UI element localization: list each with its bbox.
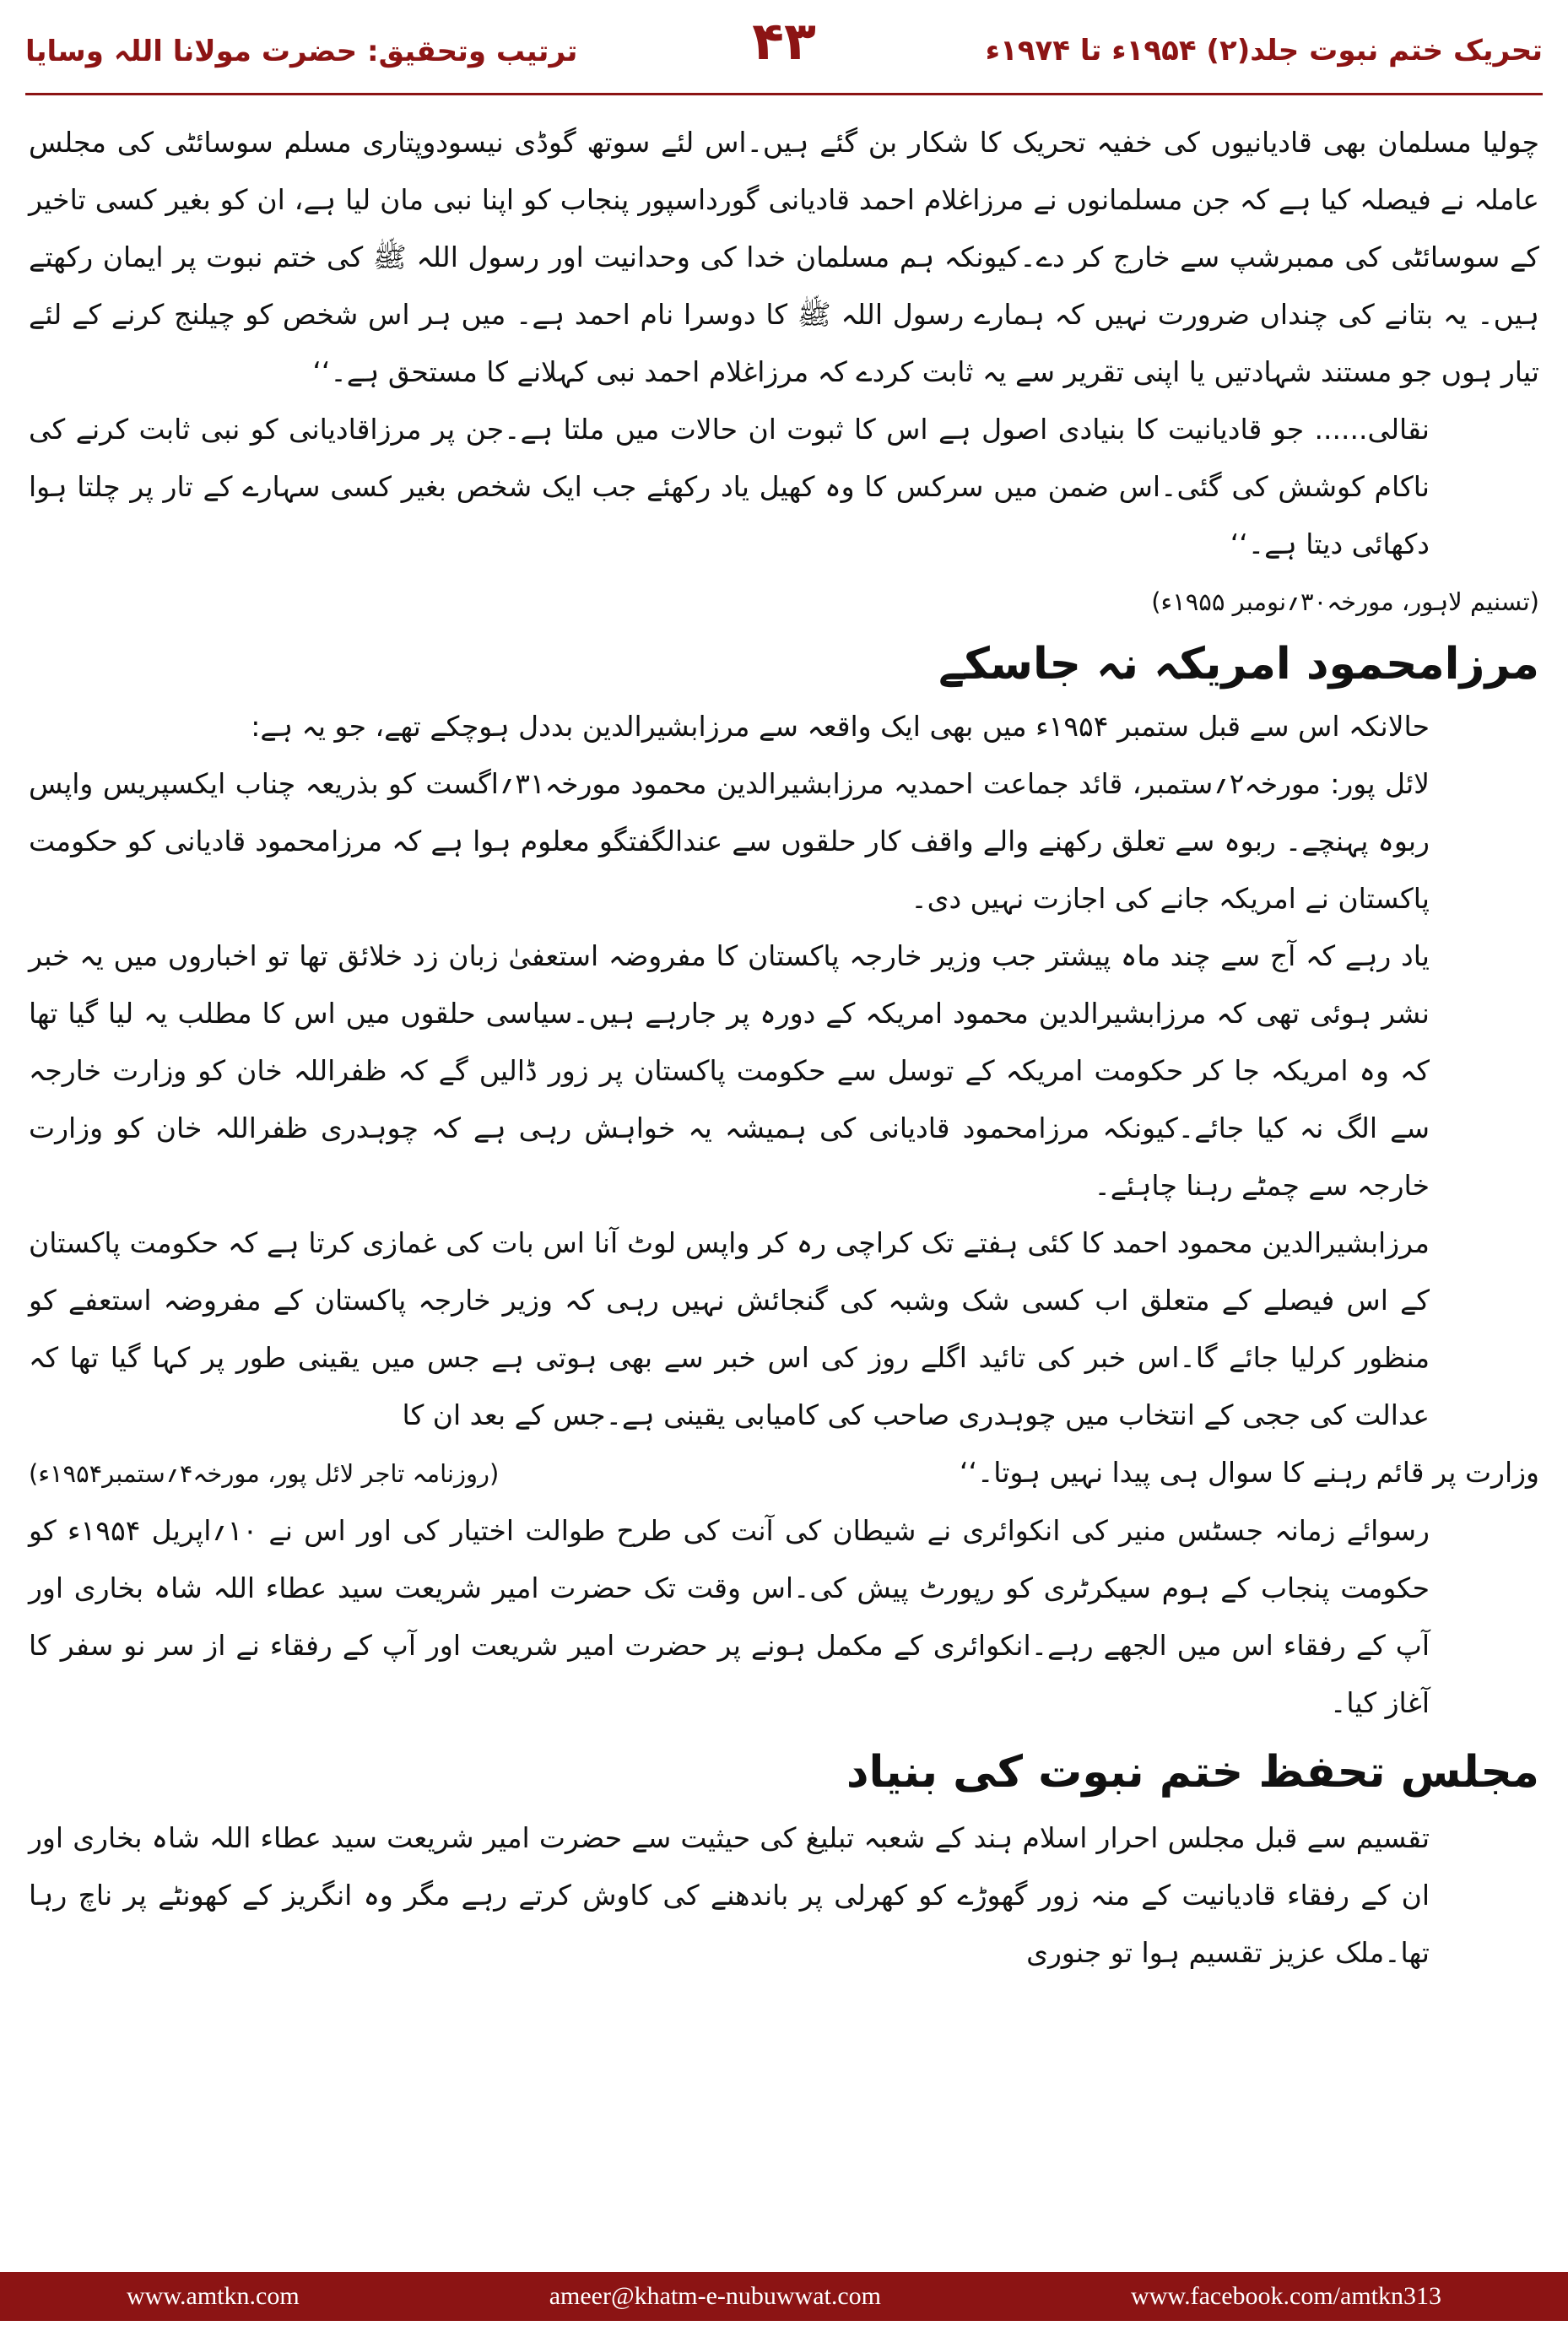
paragraph-munir-inquiry: رسوائے زمانہ جسٹس منیر کی انکوائری نے شیطان کی آنت کی طرح طوالت اختیار کی اور اس نے ۱۰؍اپریل ۱۹۵۴ء کو حکومت پنجاب کے ہوم سیکرٹری کو رپورٹ پیش کی۔اس وقت تک حضرت امیر شریعت سید عطاء اللہ شاہ بخاری اور آپ کے رفقاء اس میں الجھے رہے۔انکوائری کے مکمل ہونے پر حضرت امیر شریعت اور آپ کے رفقاء نے از سر نو سفر کا آغاز کیا۔ — [29, 1514, 1430, 1719]
paragraph-karachi-return: مرزابشیرالدین محمود احمد کا کئی ہفتے تک کراچی رہ کر واپس لوٹ آنا اس بات کی غمازی کرتا ہے کہ حکومت پاکستان کے اس فیصلے کے متعلق اب کسی شک وشبہ کی گنجائش نہیں رہی کہ وزیر خارجہ پاکستان کے مفروضہ استعفے کو منظور کرلیا جائے گا۔اس خبر کی تائید اگلے روز کی اس خبر سے بھی ہوتی ہے جس میں یقینی طور پر کہا گیا تھا کہ عدالت کی ججی کے انتخاب میں چوہدری صاحب کی کامیابی یقینی ہے۔جس کے بعد ان کا — [29, 1226, 1430, 1431]
page-body — [29, 114, 1539, 1982]
website-link[interactable]: www.amtkn.com — [127, 2282, 300, 2310]
citation-tajir: (روزنامہ تاجر لائل پور، مورخہ۴؍ستمبر۱۹۵۴ء) — [29, 1459, 500, 1488]
section-heading-mirza-mahmood: مرزامحمود امریکہ نہ جاسکے — [938, 639, 1539, 690]
paragraph-partition: تقسیم سے قبل مجلس احرار اسلام ہند کے شعبہ تبلیغ کی حیثیت سے حضرت امیر شریعت سید عطاء اللہ شاہ بخاری اور ان کے رفقاء قادیانیت کے منہ زور گھوڑے کو کھرلی پر باندھنے کی کاوش کرتے رہے مگر وہ انگریز کے کھونٹے پر ناچ رہا تھا۔ملک عزیز تقسیم ہوا تو جنوری — [29, 1821, 1430, 1969]
paragraph-quote-society: چولیا مسلمان بھی قادیانیوں کی خفیہ تحریک کا شکار بن گئے ہیں۔اس لئے سوتھ گوڈی نیسودوپتاری مسلم سوسائٹی کی مجلس عاملہ نے فیصلہ کیا ہے کہ جن مسلمانوں نے مرزاغلام احمد قادیانی گورداسپور پنجاب کو اپنا نبی مان لیا ہے، ان کو بغیر کسی تاخیر کے سوسائٹی کی ممبرشپ سے خارج کر دے۔کیونکہ ہم مسلمان خدا کی وحدانیت اور رسول اللہ ﷺ کی ختم نبوت پر ایمان رکھتے ہیں۔ یہ بتانے کی چنداں ضرورت نہیں کہ ہمارے رسول اللہ ﷺ کا دوسرا نام احمد ہے۔ میں ہر اس شخص کو چیلنج کرنے کے لئے تیار ہوں جو مستند شہادتیں یا اپنی تقریر سے یہ ثابت کردے کہ مرزاغلام احمد نبی کہلانے کا مستحق ہے۔‘‘ — [29, 126, 1539, 388]
citation-tasneem: (تسنیم لاہور، مورخہ۳۰؍نومبر ۱۹۵۵ء) — [1151, 587, 1539, 616]
compiler-credit: ترتیب وتحقیق: حضرت مولانا اللہ وسایا — [25, 35, 578, 68]
section-heading-foundation: مجلس تحفظ ختم نبوت کی بنیاد — [846, 1747, 1539, 1798]
paragraph-lyallpur-news: لائل پور: مورخہ۲؍ستمبر، قائد جماعت احمدیہ مرزابشیرالدین محمود مورخہ۳۱؍اگست کو بذریعہ چناب ایکسپریس واپس ربوہ پہنچے۔ ربوہ سے تعلق رکھنے والے واقف کار حلقوں سے عندالگفتگو معلوم ہوا ہے کہ مرزامحمود قادیانی کو حکومت پاکستان نے امریکہ جانے کی اجازت نہیں دی۔ — [29, 767, 1430, 915]
page-number: ۴۳ — [752, 10, 816, 72]
paragraph-imitation: نقالی...... جو قادیانیت کا بنیادی اصول ہے اس کا ثبوت ان حالات میں ملتا ہے۔جن پر مرزاقادیانی کو نبی ثابت کرنے کی ناکام کوشش کی گئی۔اس ضمن میں سرکس کا وہ کھیل یاد رکھئے جب ایک شخص بغیر کسی سہارے کے تار پر چلتا ہوا دکھائی دیتا ہے۔‘‘ — [29, 413, 1430, 560]
book-title: تحریک ختم نبوت جلد(۲) ۱۹۵۴ء تا ۱۹۷۴ء — [985, 34, 1543, 68]
paragraph-intro-september: حالانکہ اس سے قبل ستمبر ۱۹۵۴ء میں بھی ایک واقعہ سے مرزابشیرالدین بددل ہوچکے تھے، جو یہ ہے: — [251, 710, 1430, 743]
header-divider — [25, 93, 1543, 95]
paragraph-ministry-end: وزارت پر قائم رہنے کا سوال ہی پیدا نہیں ہوتا۔‘‘ — [959, 1456, 1539, 1489]
email-link[interactable]: ameer@khatm-e-nubuwwat.com — [549, 2282, 882, 2310]
paragraph-foreign-minister: یاد رہے کہ آج سے چند ماہ پیشتر جب وزیر خارجہ پاکستان کا مفروضہ استعفیٰ زبان زد خلائق تھا تو اخباروں میں یہ خبر نشر ہوئی تھی کہ مرزابشیرالدین محمود امریکہ کے دورہ پر جارہے ہیں۔سیاسی حلقوں میں اس کا مطلب یہ لیا گیا تھا کہ وہ امریکہ جا کر حکومت امریکہ کے توسل سے حکومت پاکستان پر زور ڈالیں گے کہ ظفراللہ خان کو وزارت خارجہ سے الگ نہ کیا جائے۔کیونکہ مرزامحمود قادیانی کی ہمیشہ یہ خواہش رہی ہے کہ چوہدری ظفراللہ خان کو وزارت خارجہ سے چمٹے رہنا چاہئے۔ — [29, 939, 1430, 1202]
quote-end-row — [29, 1444, 1539, 1502]
page-footer — [0, 2272, 1568, 2321]
page-header — [0, 0, 1568, 95]
facebook-link[interactable]: www.facebook.com/amtkn313 — [1131, 2282, 1441, 2310]
